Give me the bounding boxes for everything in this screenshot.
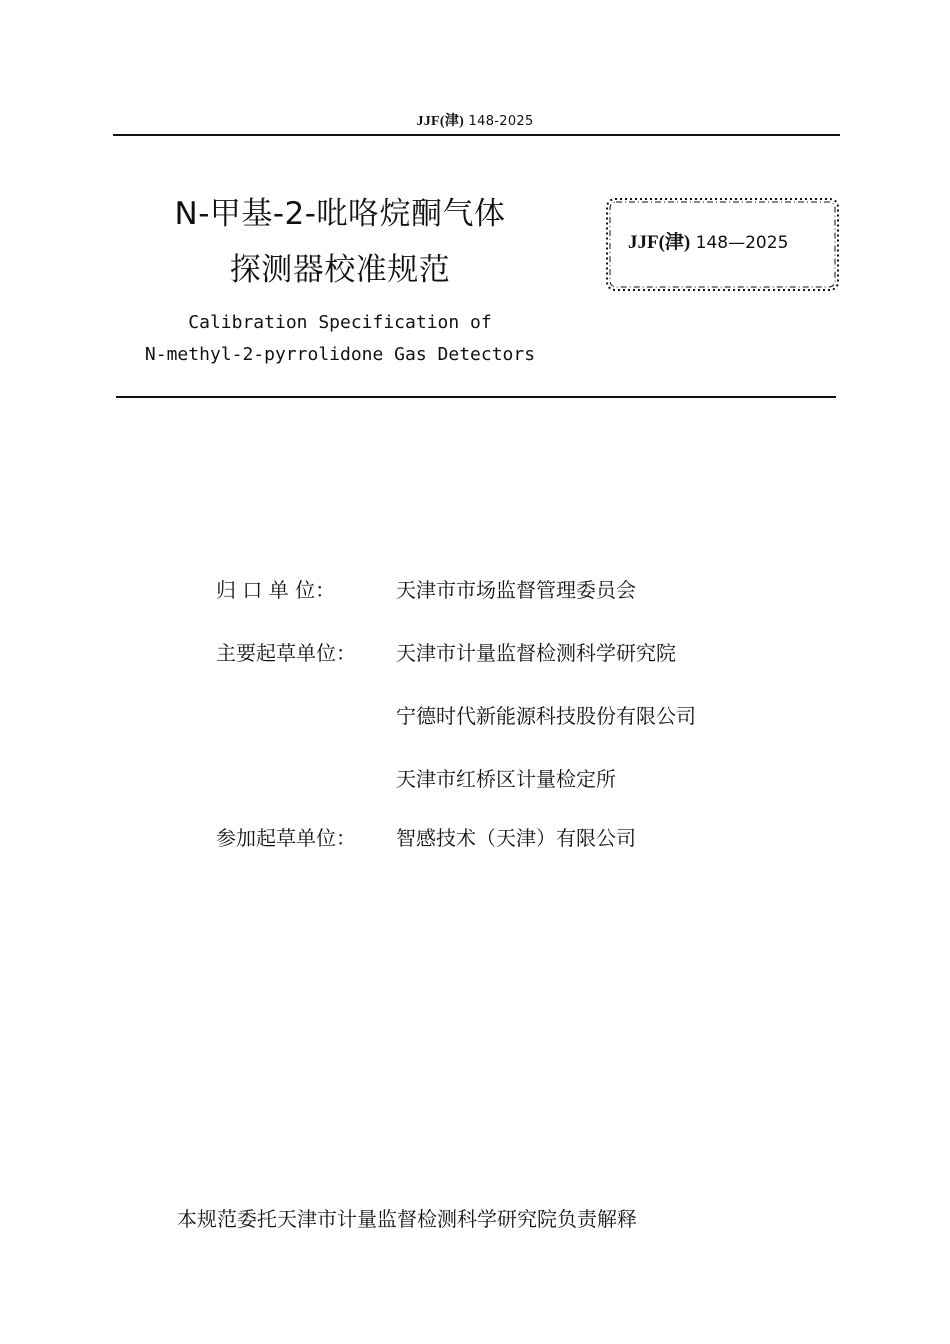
english-title-line-2: N-methyl-2-pyrrolidone Gas Detectors bbox=[144, 344, 536, 365]
header-standard-code bbox=[0, 110, 950, 130]
responsible-unit-value: 天津市市场监督管理委员会 bbox=[396, 578, 636, 602]
participating-unit-1: 智感技术（天津）有限公司 bbox=[396, 826, 636, 850]
title-line-2: 探测器校准规范 bbox=[229, 252, 451, 288]
participating-unit-label: 参加起草单位： bbox=[216, 826, 356, 850]
header-code-prefix: JJF(津) bbox=[416, 114, 465, 129]
main-drafting-unit-1: 天津市计量监督检测科学研究院 bbox=[396, 641, 676, 665]
title-rule bbox=[116, 396, 836, 398]
code-box-prefix: JJF(津) bbox=[628, 232, 691, 253]
interpretation-note: 本规范委托天津市计量监督检测科学研究院负责解释 bbox=[177, 1207, 637, 1231]
main-drafting-unit-3: 天津市红桥区计量检定所 bbox=[396, 767, 616, 791]
responsible-unit-label: 归 口 单 位： bbox=[216, 578, 336, 602]
main-drafting-unit-label: 主要起草单位： bbox=[216, 641, 356, 665]
header-rule bbox=[113, 134, 840, 136]
header-code-number: 148-2025 bbox=[464, 114, 534, 129]
title-line-1: N-甲基-2-吡咯烷酮气体 bbox=[174, 196, 506, 232]
code-box-number: 148—2025 bbox=[690, 233, 789, 253]
english-title-line-1: Calibration Specification of bbox=[188, 312, 492, 333]
main-drafting-unit-2: 宁德时代新能源科技股份有限公司 bbox=[396, 704, 696, 728]
standard-code-number bbox=[628, 233, 788, 252]
